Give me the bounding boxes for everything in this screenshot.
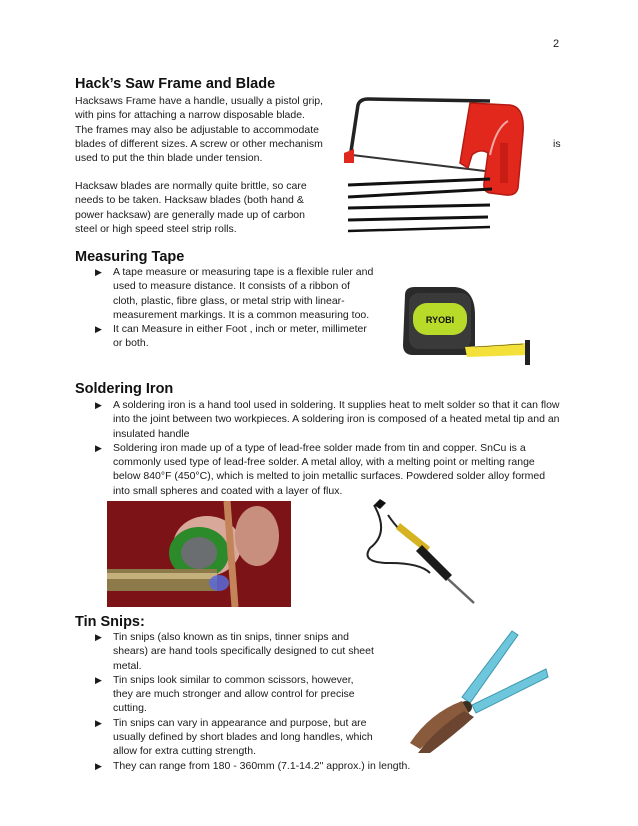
- hacksaw-heading: Hack’s Saw Frame and Blade: [75, 76, 276, 92]
- tin-snips-list: [95, 630, 413, 773]
- brand-label: RYOBI: [425, 315, 455, 325]
- text-line: blades of different sizes. A screw or other mechanism: [75, 137, 323, 150]
- text-line: needs to be taken. Hacksaw blades (both hand &: [75, 194, 304, 207]
- list-item: ▶ They can range from 180 - 360mm (7.1-14.2" approx.) in length.: [95, 759, 413, 773]
- list-item: ▶ Tin snips look similar to common scissors, however, they are much stronger and allow control for precise cutting.: [95, 673, 375, 716]
- text-line: power hacksaw) are generally made up of carbon: [75, 208, 305, 221]
- tin-snips-image: [400, 625, 550, 755]
- soldering-heading: Soldering Iron: [75, 381, 174, 397]
- soldering-iron-image: [360, 493, 480, 608]
- hacksaw-paragraph-1: [75, 94, 350, 165]
- list-item: ▶ Soldering iron made up of a type of lead-free solder made from tin and copper. SnCu is a commonly used type of lead-free solder. A metal alloy, with a melting point or melting range below 840°F (450°C), which is melted to join metallic surfaces. Powdered solder alloy formed into small spheres and coated with a layer of flux.: [95, 441, 560, 498]
- text-line: Hacksaws Frame have a handle, usually a pistol grip,: [75, 95, 324, 107]
- soldering-list: [95, 398, 560, 498]
- measuring-tape-list: [95, 265, 377, 351]
- text-line: The frames may also be adjustable to accommodate: [75, 123, 319, 136]
- measuring-tape-heading: Measuring Tape: [75, 249, 185, 265]
- text-line: with pins for attaching a narrow disposable blade.: [75, 109, 305, 122]
- text-line: used to put the thin blade under tension.: [75, 152, 263, 165]
- tin-snips-heading: Tin Snips:: [75, 614, 145, 630]
- hacksaw-image: [340, 93, 545, 238]
- soldering-photo: [107, 501, 291, 607]
- hacksaw-overflow-word: is: [553, 138, 561, 150]
- list-item: ▶ It can Measure in either Foot , inch or meter, millimeter or both.: [95, 322, 377, 351]
- tape-measure-image: [395, 285, 535, 370]
- list-item: ▶ A tape measure or measuring tape is a flexible ruler and used to measure distance. It consists of a ribbon of cloth, plastic, fibre glass, or metal strip with linear-measurement markings. It is a common measuring too.: [95, 265, 377, 322]
- page-number: 2: [553, 38, 560, 50]
- list-item: ▶ A soldering iron is a hand tool used in soldering. It supplies heat to melt solder so that it can flow into the joint between two workpieces. A soldering iron is composed of a heated metal tip and an insulated handle: [95, 398, 560, 441]
- list-item: ▶ Tin snips (also known as tin snips, tinner snips and shears) are hand tools specifically designed to cut sheet metal.: [95, 630, 375, 673]
- hacksaw-paragraph-2: [75, 179, 350, 236]
- text-line: Hacksaw blades are normally quite brittle, so care: [75, 180, 307, 192]
- list-item: ▶ Tin snips can vary in appearance and purpose, but are usually defined by short blades and long handles, which allow for extra cutting strength.: [95, 716, 375, 759]
- text-line: steel or high speed steel strip rolls.: [75, 222, 237, 235]
